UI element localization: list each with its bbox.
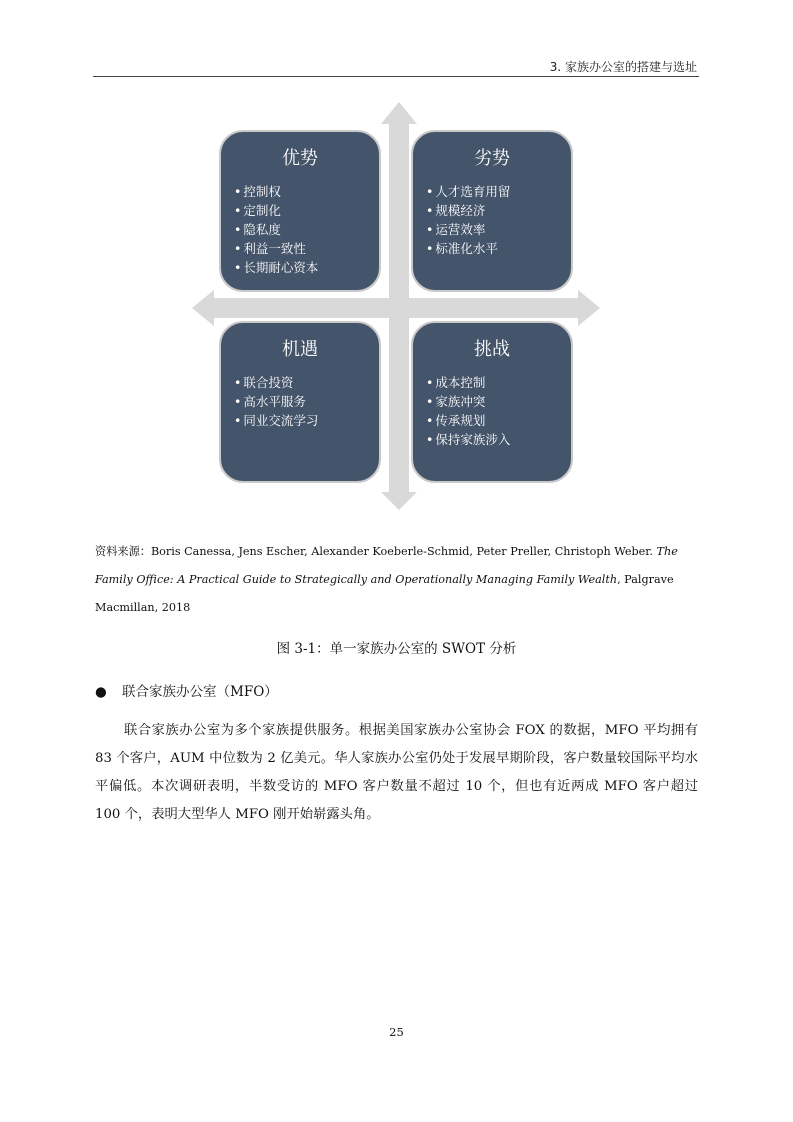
bullet-icon: ● (95, 684, 107, 700)
swot-threats-box (411, 321, 573, 483)
weaknesses-title: 劣势 (474, 148, 510, 169)
list-item: • 定制化 (234, 201, 379, 220)
arrow-left-head (192, 290, 214, 326)
figure-source-note (95, 538, 701, 622)
page-number: 25 (389, 1025, 404, 1039)
list-item: • 传承规划 (426, 411, 571, 430)
body-paragraph: 联合家族办公室为多个家族提供服务。根据美国家族办公室协会 FOX 的数据，MFO 平均拥有 83 个客户，AUM 中位数为 2 亿美元。华人家族办公室仍处于发展早期阶段，客户数量较国际平均水平偏低。本次调研表明，半数受访的 MFO 客户数量不超过 10 个，但也有近两成 MFO 客户超过 100 个，表明大型华人 MFO 刚开始崭露头角。 (95, 723, 698, 822)
list-item: • 联合投资 (234, 373, 379, 392)
strengths-list (221, 182, 379, 277)
source-suffix: , Palgrave Macmillan, 2018 (95, 573, 674, 614)
list-item: • 隐私度 (234, 220, 379, 239)
chapter-title: 3. 家族办公室的搭建与选址 (549, 60, 697, 74)
swot-opportunities-box (219, 321, 381, 483)
weaknesses-list (413, 182, 571, 258)
list-item: • 成本控制 (426, 373, 571, 392)
arrow-right-head (578, 290, 600, 326)
source-prefix: 资料来源：Boris Canessa, Jens Escher, Alexander Koeberle-Schmid, Peter Preller, Christoph Weber. (95, 545, 657, 558)
list-item: • 高水平服务 (234, 392, 379, 411)
list-item: • 同业交流学习 (234, 411, 379, 430)
figure-caption: 图 3-1：单一家族办公室的 SWOT 分析 (276, 641, 517, 657)
strengths-title: 优势 (282, 148, 318, 169)
arrow-down-head (381, 492, 417, 510)
swot-weaknesses-box (411, 130, 573, 292)
section-heading (95, 680, 278, 700)
arrow-up-head (381, 102, 417, 124)
list-item: • 运营效率 (426, 220, 571, 239)
threats-title: 挑战 (474, 339, 510, 360)
list-item: • 标准化水平 (426, 239, 571, 258)
swot-axes-arrows (0, 0, 793, 520)
threats-list (413, 373, 571, 449)
horizontal-axis-bar (210, 298, 580, 318)
list-item: • 利益一致性 (234, 239, 379, 258)
list-item: • 人才选育用留 (426, 182, 571, 201)
swot-strengths-box (219, 130, 381, 292)
source-book-title: The Family Office: A Practical Guide to Strategically and Operationally Managing Family Wealth (95, 545, 678, 586)
section-heading-text: 联合家族办公室（MFO） (122, 684, 278, 700)
opportunities-list (221, 373, 379, 430)
list-item: • 控制权 (234, 182, 379, 201)
list-item: • 规模经济 (426, 201, 571, 220)
list-item: • 保持家族涉入 (426, 430, 571, 449)
list-item: • 家族冲突 (426, 392, 571, 411)
list-item: • 长期耐心资本 (234, 258, 379, 277)
opportunities-title: 机遇 (282, 339, 318, 360)
